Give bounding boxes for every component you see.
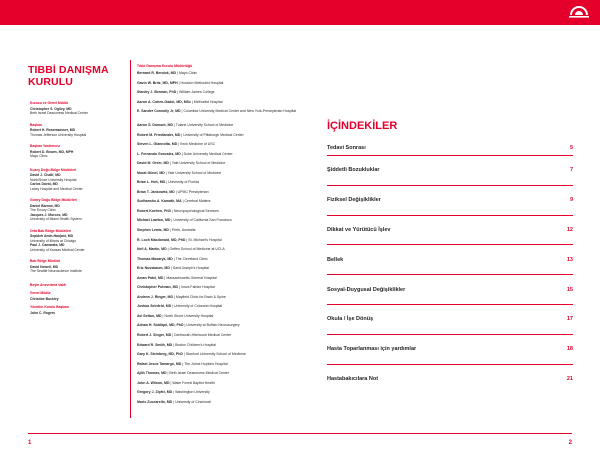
separator: | [183, 323, 187, 328]
separator: | [168, 228, 172, 232]
member-name: Robert Koehen, PhD [137, 208, 172, 213]
committee-member [137, 90, 327, 100]
person-name: Daniel Barrow, MD [30, 203, 60, 208]
separator: | [176, 90, 180, 95]
member-org: The Johns Hopkins Hospital [184, 361, 228, 366]
person-org: Beth Israel Deaconess Medical Center [30, 111, 88, 115]
member-org: Beth Israel Deaconess Medical Center [169, 371, 230, 376]
member-name: Adnan H. Siddiqui, MD, PhD [137, 323, 184, 328]
committee-member [137, 247, 327, 257]
separator: | [172, 399, 176, 404]
committee-member [137, 171, 327, 181]
separator: | [174, 189, 178, 194]
separator: | [170, 218, 174, 223]
member-org: UPMC Presbyterian [177, 189, 209, 194]
committee-member [137, 285, 327, 295]
separator: | [171, 208, 174, 213]
toc-label: Sosyal-Duygusal Değişiklikler [327, 286, 406, 293]
member-org: North Shore University Hospital [164, 313, 214, 318]
committee-member [137, 314, 327, 324]
separator: | [172, 294, 176, 299]
person-org: NorthShore University Hospital [30, 177, 77, 182]
separator: | [168, 161, 172, 166]
member-name: Murat Günel, MD [137, 170, 165, 175]
toc-label: Tedavi Sonrası [327, 145, 366, 151]
committee-member [137, 400, 327, 410]
section-heading: Kuzey Doğu Bölge Müdürleri [30, 167, 77, 172]
committee-member [137, 352, 327, 362]
separator: | [176, 71, 179, 75]
toc-entry[interactable] [327, 274, 573, 304]
member-name: Michael Lawton, MD [137, 218, 171, 223]
committee-member [137, 180, 327, 190]
member-org: University of Cincinnati [175, 399, 211, 404]
separator: | [169, 266, 173, 271]
member-org: Yale University School of Medicine [167, 170, 222, 175]
member-org: St. Michael's Hospital [188, 237, 222, 242]
person-org: University of Illinois at Chicago [30, 238, 77, 243]
toc-page-number: 9 [569, 197, 573, 204]
member-name: David M. Greer, MD [137, 161, 169, 166]
section-heading: Başkan Yardımcısı [30, 144, 60, 148]
committee-member [137, 161, 327, 171]
person-name: Robert H. Rosenwasser, MD [30, 128, 76, 132]
member-org: Stanford University School of Medicine [185, 352, 246, 357]
member-org: University of Florida [168, 180, 199, 185]
page-number-right: 2 [568, 440, 572, 446]
section-heading: Başkan [30, 122, 43, 127]
toc-label: Hasta Toparlanması için yardımlar [327, 346, 417, 353]
member-name: Ajith Thomas, MD [137, 371, 167, 376]
member-org: Washington University [175, 390, 210, 395]
member-name: John A. Wilson, MD [137, 380, 170, 385]
member-org: Boston Children's Hospital [175, 342, 217, 347]
board-section [30, 283, 130, 288]
separator: | [172, 256, 176, 261]
toc-title: İÇİNDEKİLER [327, 120, 398, 132]
separator: | [190, 99, 194, 104]
member-name: Gavin W. Britz, MD, MPH [137, 80, 178, 85]
section-heading: Yönetim Kurulu Başkanı [30, 305, 70, 309]
toc-page-number: 17 [566, 316, 573, 323]
separator: | [171, 333, 175, 338]
member-name: Brian L. Hoh, MD [137, 180, 166, 185]
member-org: The Cleveland Clinic [175, 256, 208, 261]
member-org: Neuropsychological Services [173, 208, 219, 213]
member-org: Cerebral Matters [184, 199, 211, 204]
separator: | [180, 151, 184, 156]
member-org: Massachusetts General Hospital [166, 275, 217, 280]
member-name: Christopher Putman, MD [137, 285, 179, 290]
footer-rule [28, 433, 572, 434]
separator: | [185, 237, 189, 242]
person-name: Jacques J. Morcos, MD [30, 212, 68, 217]
toc-entry[interactable] [327, 155, 573, 185]
separator: | [181, 361, 185, 366]
committee-member [137, 371, 327, 381]
separator: | [177, 142, 181, 147]
person-name: Paul J. Camarata, MD [30, 243, 65, 247]
separator: | [177, 80, 181, 85]
person-org: Thomas Jefferson University Hospital [30, 132, 87, 137]
member-org: Inova Fairfax Hospital [180, 285, 215, 290]
person-name: David Newell, MD [30, 264, 59, 269]
member-name: Sudhanshu A. Kamath, MA [137, 199, 182, 204]
member-org: University at Buffalo Neurosurgery [186, 323, 240, 328]
member-name: Aaron A. Cohen-Gadol, MD, MSc [137, 99, 191, 104]
committee-member [137, 323, 327, 333]
page-title: TIBBİ DANIŞMA KURULU [28, 64, 109, 88]
table-of-contents [327, 140, 573, 393]
member-org: Geffen School of Medicine at UCLA [169, 247, 225, 252]
page-number-left: 1 [28, 440, 32, 446]
toc-entry[interactable] [327, 334, 573, 364]
member-name: Robert M. Friedlander, MD [137, 132, 181, 137]
committee-member [137, 276, 327, 286]
member-name: Neil A. Martin, MD [137, 247, 167, 252]
member-org: Houston Methodist Hospital [180, 80, 224, 85]
board-section [30, 101, 130, 116]
separator: | [178, 285, 181, 290]
member-org: Methodist Hospital [193, 99, 223, 104]
separator: | [180, 132, 184, 137]
member-org: Mayfield Clinic for Brain & Spine [175, 294, 226, 299]
board-section [30, 198, 130, 222]
person-org: University of Miami Health System [30, 217, 82, 221]
committee-member [137, 218, 327, 228]
committee-member [137, 109, 327, 123]
person-name: Christine Buckley [30, 296, 59, 301]
member-name: Steven L. Giannotta, MD [137, 142, 178, 147]
member-name: Stanley J. Berman, PhD [137, 90, 177, 95]
member-org: Keck Medicine of USC [180, 142, 216, 147]
section-heading: Batı Bölge Müdürü [30, 259, 61, 263]
person-org: The Seattle Neuroscience Institute [30, 269, 82, 273]
member-org: Dartmouth-Hitchcock Medical Center [174, 333, 232, 338]
toc-page-number: 21 [566, 375, 573, 382]
member-org: William James College [179, 90, 215, 95]
member-name: Edward R. Smith, MD [137, 342, 173, 347]
committee-member [137, 304, 327, 314]
separator: | [180, 109, 184, 114]
committee-member [137, 123, 327, 133]
separator: | [182, 352, 186, 357]
committee-member [137, 295, 327, 305]
separator: | [171, 304, 175, 309]
section-heading: Beyin Anevrizma Vakfı [30, 282, 67, 287]
member-name: Brian T. Jankowitz, MD [137, 189, 175, 194]
member-name: R. Loch Macdonald, MD, PhD [137, 237, 186, 242]
member-name: Gary K. Steinberg, MD, PhD [137, 352, 183, 357]
committee-member [137, 190, 327, 200]
member-org: Perth, Australia [171, 228, 196, 232]
toc-entry[interactable] [327, 140, 573, 155]
committee-title: Tıbbi Danışma Kurulu Müdürlüğü [137, 64, 193, 68]
toc-label: Hastabakıcılara Not [327, 375, 379, 382]
toc-page-number: 5 [569, 145, 573, 151]
foundation-logo-icon [568, 5, 590, 19]
committee-member [137, 381, 327, 391]
person-org: University of Kansas Medical Center [30, 247, 85, 252]
member-org: Yale University School of Medicine [171, 161, 226, 166]
committee-member [137, 362, 327, 372]
separator: | [166, 247, 170, 252]
board-section [30, 144, 130, 159]
separator: | [164, 170, 168, 175]
person-name: David J. Chalif, MD [30, 173, 61, 177]
toc-page-number: 18 [566, 346, 573, 353]
member-name: Gregory J. Zipfel, MD [137, 390, 173, 395]
section-heading: Kurucu ve Genel Müdür [30, 101, 69, 105]
person-name: Robert D. Brown, MD, MPH [30, 149, 74, 154]
member-org: Tulane University School of Medicine [175, 122, 234, 127]
toc-label: Okula / İşe Dönüş [327, 316, 374, 323]
separator: | [172, 342, 176, 347]
member-name: Aman Patel, MD [137, 275, 164, 280]
committee-member [137, 343, 327, 353]
member-name: Eric Nussbaum, MD [137, 266, 170, 271]
toc-entry[interactable] [327, 215, 573, 245]
toc-page-number: 13 [566, 256, 573, 263]
member-org: Wake Forest Baptist Health [172, 380, 215, 385]
committee-member [137, 257, 327, 267]
toc-page-number: 7 [569, 167, 573, 174]
member-name: Bernard R. Bendok, MD [137, 71, 177, 75]
toc-page-number: 12 [566, 226, 573, 233]
member-name: Stephen Lewis, MD [137, 228, 169, 232]
person-name: Sepideh Amin-Hanjani, MD [30, 234, 74, 238]
member-name: L. Fernando Gonzalez, MD [137, 151, 181, 156]
committee-member [137, 133, 327, 143]
committee-member [137, 209, 327, 219]
section-heading: Genel Müdür [30, 291, 51, 295]
member-org: Duke University Medical Center [183, 151, 233, 156]
section-heading: Güney Doğu Bölge Müdürleri [30, 198, 77, 202]
toc-page-number: 15 [566, 286, 573, 293]
committee-member [137, 100, 327, 110]
separator: | [181, 199, 185, 204]
toc-entry[interactable] [327, 185, 573, 215]
board-section [30, 168, 130, 192]
person-name: Carlos David, MD [30, 182, 58, 186]
toc-entry[interactable] [327, 244, 573, 274]
committee-member [137, 81, 327, 91]
member-name: E. Sander Connolly Jr, MD [137, 109, 181, 114]
member-name: Andrew J. Ringer, MD [137, 294, 173, 299]
committee-member [137, 199, 327, 209]
member-org: Saint Joseph's Hospital [172, 266, 210, 271]
member-name: Mario Zuccarello, MD [137, 399, 173, 404]
board-section [30, 259, 130, 274]
person-name: Christopher S. Ogilvy, MD [30, 106, 72, 111]
toc-entry[interactable] [327, 304, 573, 334]
member-org: Columbia University Medical Center and New York-Presbyterian Hospital [183, 109, 297, 114]
separator: | [166, 371, 170, 376]
separator: | [172, 122, 176, 127]
committee-member [137, 152, 327, 162]
person-org: Lahey Hospital and Medical Center [30, 186, 83, 191]
member-name: Avi Setton, MD [137, 313, 162, 318]
committee-member [137, 228, 327, 238]
toc-label: Fiziksel Değişiklikler [327, 197, 381, 204]
person-org: The Emory Clinic [30, 208, 56, 212]
toc-label: Dikkat ve Yürütücü İşlev [327, 226, 391, 233]
committee-list [137, 64, 327, 409]
member-org: University of Pittsburgh Medical Center [183, 132, 244, 137]
top-banner [0, 0, 600, 25]
member-name: Robert J. Singer, MD [137, 333, 172, 338]
column-divider [130, 60, 131, 418]
board-section [30, 305, 130, 315]
section-heading: Orta Batı Bölge Müdürleri [30, 228, 72, 233]
committee-member [137, 238, 327, 248]
board-section [30, 229, 130, 253]
board-leadership-list [30, 101, 130, 319]
member-org: University of California San Francisco [173, 218, 232, 223]
board-section [30, 291, 130, 301]
member-name: Aaron S. Dumont, MD [137, 122, 173, 127]
person-org: Mayo Clinic [30, 154, 48, 158]
toc-label: Bellek [327, 256, 344, 263]
toc-entry[interactable] [327, 364, 573, 394]
committee-member [137, 142, 327, 152]
separator: | [163, 275, 167, 280]
person-name: John C. Rogers [30, 310, 56, 315]
member-name: Rafael Jesus Tamargo, MD [137, 361, 182, 366]
separator: | [172, 390, 176, 395]
committee-member [137, 333, 327, 343]
member-name: Joshua Seinfeld, MD [137, 304, 172, 309]
committee-member [137, 71, 327, 81]
committee-member [137, 390, 327, 400]
member-name: Thomas Masaryk, MD [137, 256, 173, 261]
toc-label: Şiddetli Bozukluklar [327, 167, 380, 174]
member-org: University of Colorado Hospital [174, 304, 223, 309]
separator: | [165, 180, 169, 185]
board-section [30, 123, 130, 138]
separator: | [169, 380, 173, 385]
member-org: Mayo Clinic [178, 71, 198, 75]
committee-member [137, 266, 327, 276]
separator: | [161, 313, 165, 318]
